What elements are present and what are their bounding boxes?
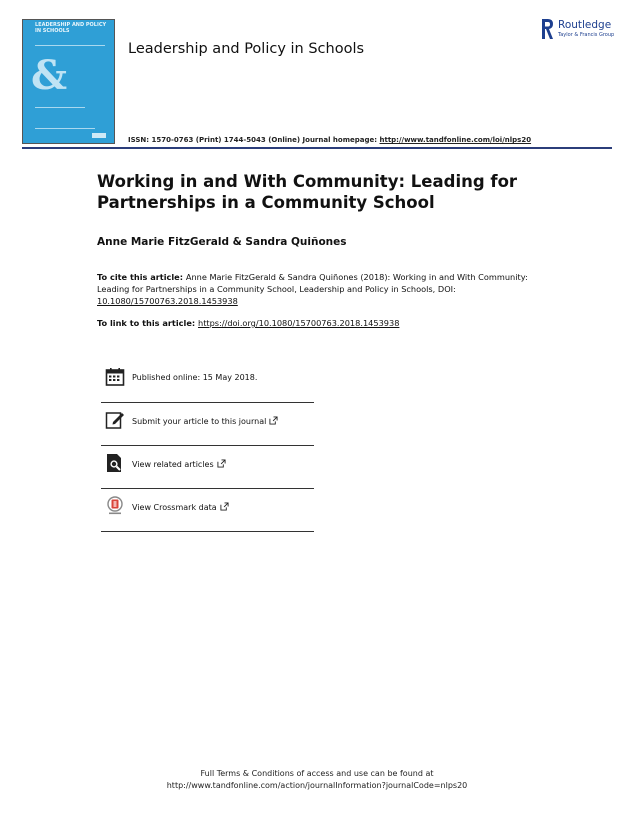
submit-article-label: Submit your article to this journal: [132, 417, 267, 426]
article-url-link[interactable]: https://doi.org/10.1080/15700763.2018.1453938: [198, 318, 400, 328]
published-online-item: [101, 360, 314, 403]
doi-link[interactable]: 10.1080/15700763.2018.1453938: [97, 296, 238, 306]
crossmark-label: View Crossmark data: [132, 503, 217, 512]
journal-homepage-link[interactable]: http://www.tandfonline.com/loi/nlps20: [379, 136, 532, 144]
publisher-logo: [541, 18, 621, 42]
external-link-icon: [269, 416, 278, 425]
related-articles-label: View related articles: [132, 460, 214, 469]
cover-rule: [35, 128, 95, 129]
article-title: Working in and With Community: Leading for Partnerships in a Community School: [97, 172, 518, 212]
cover-rule: [35, 107, 85, 108]
journal-cover-image: [22, 19, 115, 144]
cover-title-line-1: LEADERSHIP AND POLICY: [35, 22, 107, 28]
edit-icon: [105, 410, 125, 430]
issn-text: ISSN: 1570-0763 (Print) 1744-5043 (Online) Journal homepage:: [128, 136, 380, 144]
cover-rule: [35, 45, 105, 46]
publisher-name: Routledge: [558, 19, 612, 31]
published-online-text: Published online: 15 May 2018.: [132, 373, 258, 382]
related-articles-item[interactable]: [101, 446, 314, 489]
terms-footer: [0, 768, 634, 792]
crossmark-icon: [105, 496, 125, 516]
cover-title-line-2: IN SCHOOLS: [35, 28, 70, 34]
cover-title: [35, 22, 113, 34]
article-authors: Anne Marie FitzGerald & Sandra Quiñones: [97, 236, 347, 248]
crossmark-link[interactable]: [132, 502, 229, 512]
cover-publisher-mark: [92, 133, 106, 138]
link-label: To link to this article:: [97, 318, 198, 328]
related-articles-link[interactable]: [132, 459, 226, 469]
routledge-logo-icon: [541, 18, 554, 40]
article-link-row: [97, 318, 399, 328]
external-link-icon: [217, 459, 226, 468]
terms-url-link[interactable]: http://www.tandfonline.com/action/journalInformation?journalCode=nlps20: [166, 781, 468, 790]
citation-label: To cite this article:: [97, 272, 186, 282]
article-actions: [101, 360, 314, 532]
issn-line: [128, 136, 531, 144]
submit-article-link[interactable]: [132, 416, 278, 426]
journal-name: Leadership and Policy in Schools: [128, 41, 365, 57]
citation-block: [97, 271, 537, 307]
publisher-subtitle: Taylor & Francis Group: [558, 32, 615, 38]
crossmark-item[interactable]: [101, 489, 314, 532]
cover-ampersand-graphic: &: [31, 52, 68, 99]
related-articles-icon: [105, 453, 125, 473]
submit-article-item[interactable]: [101, 403, 314, 446]
external-link-icon: [220, 502, 229, 511]
calendar-icon: [105, 367, 125, 387]
terms-text: Full Terms & Conditions of access and use can be found at: [200, 769, 434, 778]
citation-text: Anne Marie FitzGerald & Sandra Quiñones (2018): Working in and With Community: Leading for Partnerships in a Community School, Leadership and Policy in Schools, DOI:: [97, 272, 528, 294]
header-divider: [22, 147, 612, 149]
